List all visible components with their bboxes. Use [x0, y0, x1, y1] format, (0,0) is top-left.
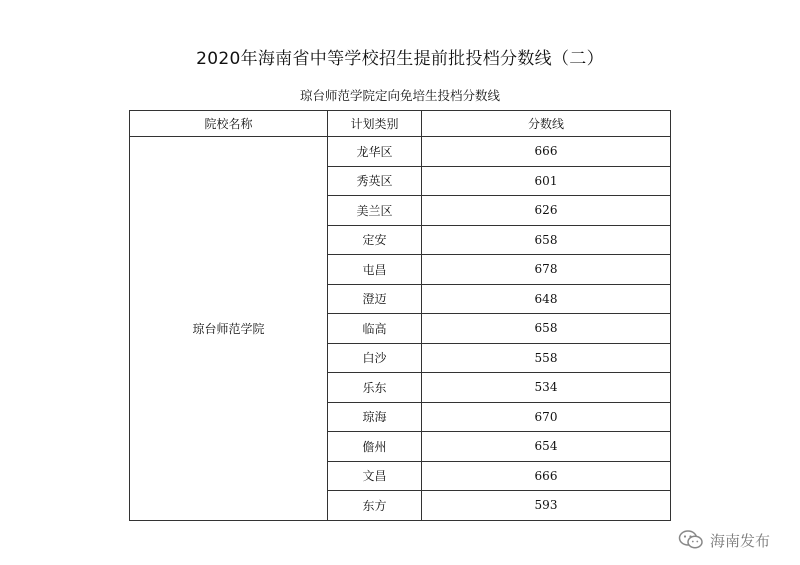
score-cell: 658 [422, 314, 671, 344]
column-header-category: 计划类别 [328, 111, 422, 137]
category-cell: 文昌 [328, 461, 422, 491]
score-cell: 626 [422, 196, 671, 226]
table-header-row [130, 111, 671, 137]
score-cell: 658 [422, 225, 671, 255]
category-cell: 乐东 [328, 373, 422, 403]
score-table [129, 110, 671, 521]
score-cell: 534 [422, 373, 671, 403]
column-header-school: 院校名称 [130, 111, 328, 137]
category-cell: 东方 [328, 491, 422, 521]
score-cell: 666 [422, 461, 671, 491]
score-cell: 648 [422, 284, 671, 314]
table-subtitle: 琼台师范学院定向免培生投档分数线 [299, 88, 500, 103]
category-cell: 美兰区 [328, 196, 422, 226]
category-cell: 儋州 [328, 432, 422, 462]
category-cell: 临高 [328, 314, 422, 344]
category-cell: 定安 [328, 225, 422, 255]
table-row [130, 137, 671, 167]
score-cell: 666 [422, 137, 671, 167]
category-cell: 澄迈 [328, 284, 422, 314]
category-cell: 屯昌 [328, 255, 422, 285]
category-cell: 琼海 [328, 402, 422, 432]
page-title: 2020年海南省中等学校招生提前批投档分数线（二） [196, 49, 604, 69]
column-header-score: 分数线 [422, 111, 671, 137]
category-cell: 白沙 [328, 343, 422, 373]
score-cell: 593 [422, 491, 671, 521]
watermark-text: 海南发布 [709, 531, 770, 550]
watermark [678, 529, 770, 551]
category-cell: 龙华区 [328, 137, 422, 167]
wechat-icon [678, 529, 704, 551]
category-cell: 秀英区 [328, 166, 422, 196]
score-cell: 601 [422, 166, 671, 196]
table-body [130, 137, 671, 521]
score-cell: 558 [422, 343, 671, 373]
score-cell: 670 [422, 402, 671, 432]
score-cell: 678 [422, 255, 671, 285]
score-cell: 654 [422, 432, 671, 462]
school-name-cell: 琼台师范学院 [130, 137, 328, 521]
